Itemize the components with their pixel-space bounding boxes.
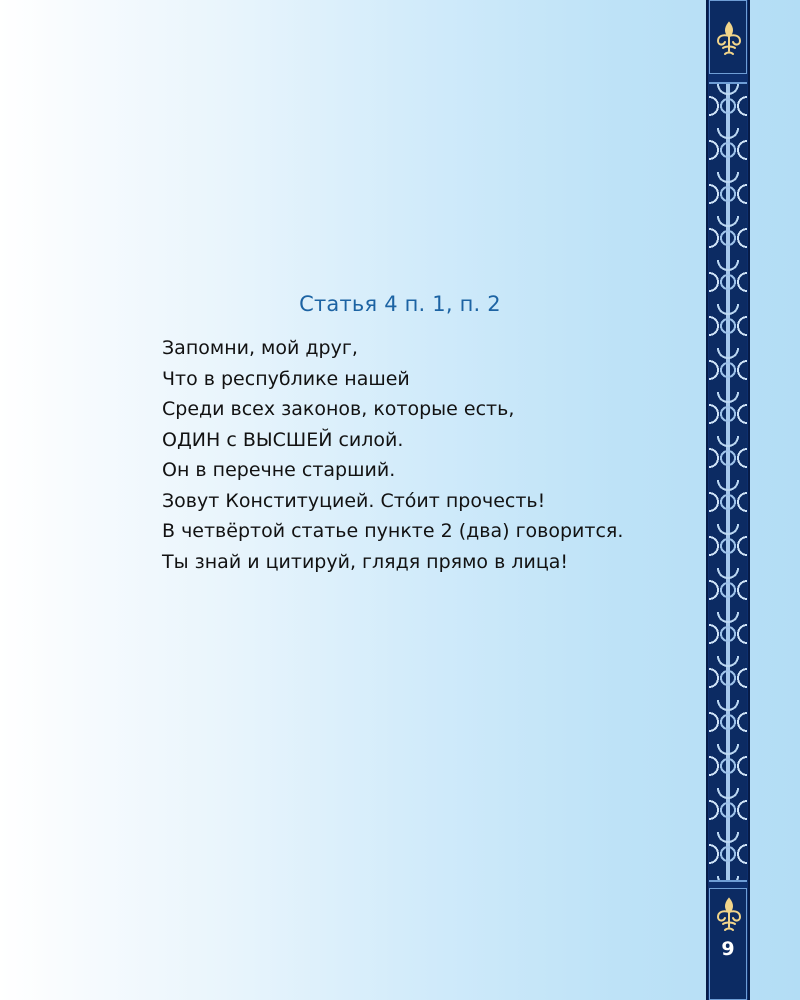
poem-line: Среди всех законов, которые есть, (162, 398, 515, 420)
kazakh-ornament-pattern (709, 82, 747, 882)
poem-line: Ты знай и цитируй, глядя прямо в лица! (162, 550, 569, 573)
page-number: 9 (721, 938, 735, 960)
fleur-ornament-icon (714, 21, 744, 57)
poem (162, 333, 702, 577)
article-heading: Статья 4 п. 1, п. 2 (299, 292, 501, 316)
poem-line: Зовут Конституцией. Сто́ит прочесть! (162, 489, 546, 512)
poem-line: Он в перечне старший. (162, 459, 396, 481)
poem-line: Что в республике нашей (162, 367, 410, 390)
fleur-ornament-icon (714, 897, 744, 933)
top-ornament-box (709, 0, 747, 74)
poem-line: ОДИН с ВЫСШЕЙ силой. (162, 428, 404, 451)
poem-line: Запомни, мой друг, (162, 337, 358, 359)
poem-line: В четвёртой статье пункте 2 (два) говорится. (162, 520, 624, 542)
